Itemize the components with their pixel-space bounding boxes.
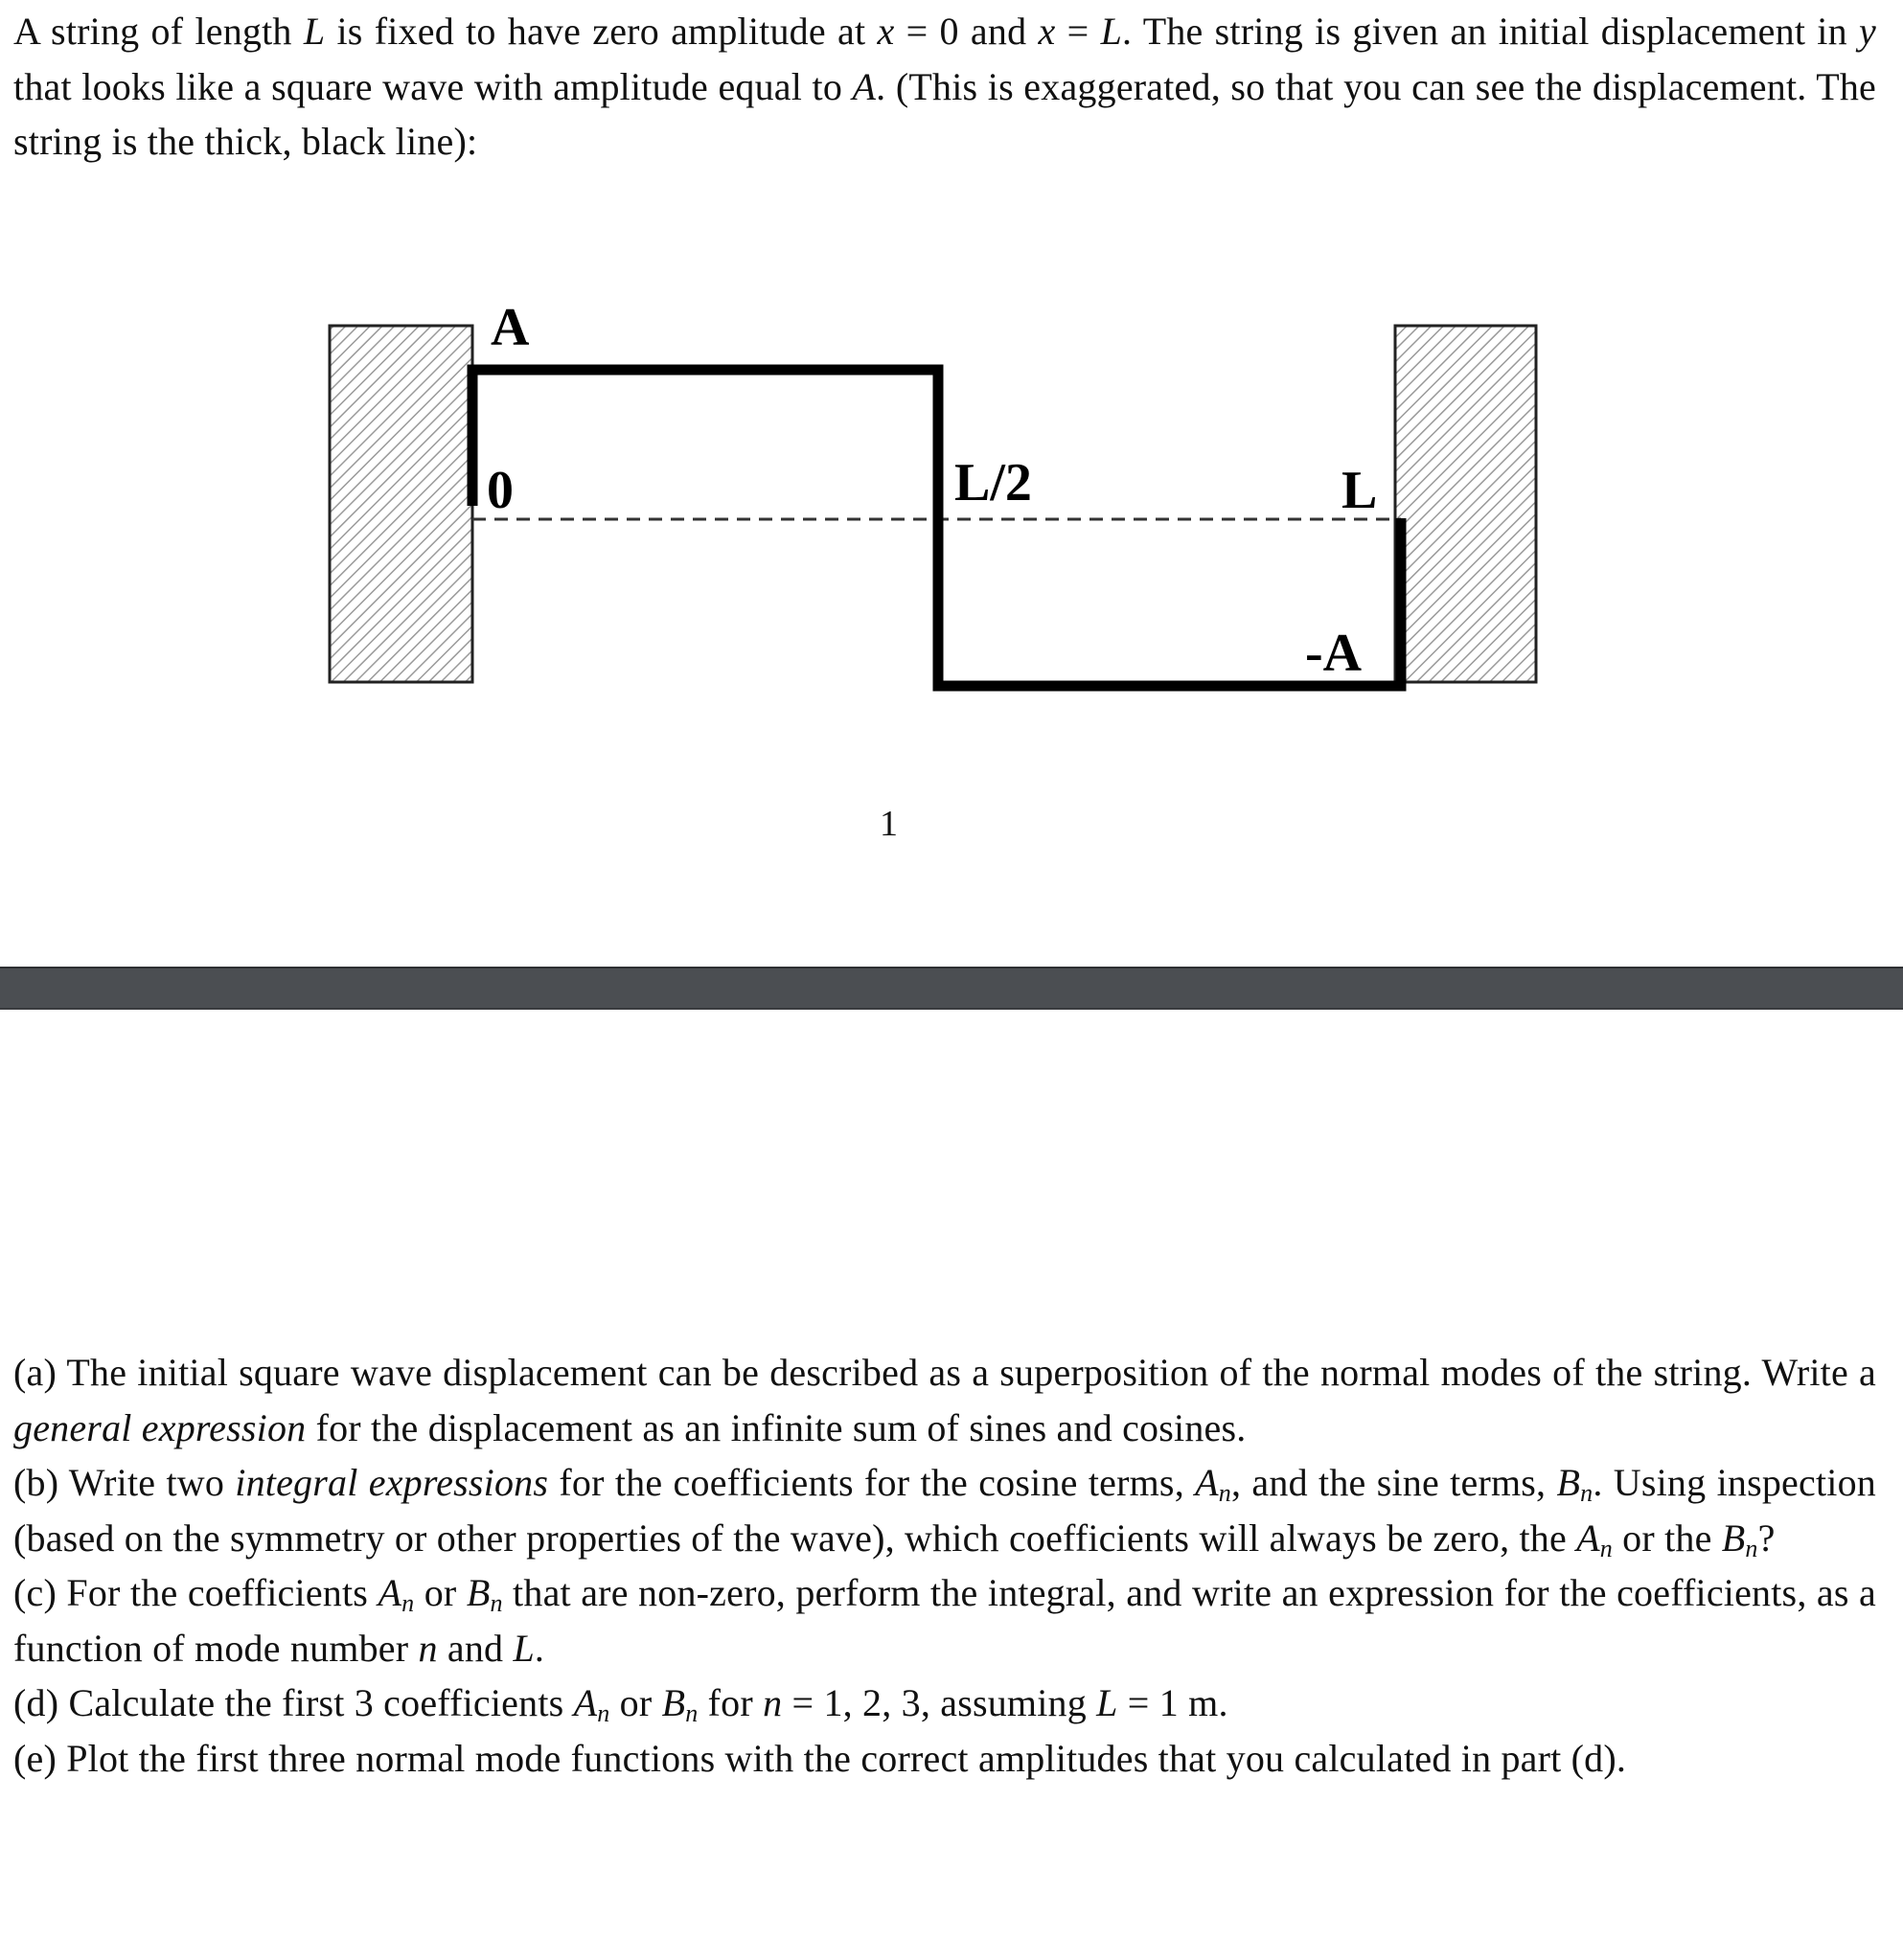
text-segment: . (This is exaggerated, so that you can see the displacement. The string is the thick, black line): bbox=[13, 64, 1876, 163]
label-length: L bbox=[1341, 461, 1378, 520]
text-segment: = 1, 2, 3, assuming bbox=[782, 1681, 1097, 1724]
text-segment: ? bbox=[1757, 1516, 1776, 1560]
math-symbol: n bbox=[418, 1626, 438, 1670]
math-symbol: B bbox=[661, 1681, 686, 1724]
math-symbol: integral expressions bbox=[235, 1461, 549, 1504]
text-segment: for bbox=[698, 1681, 764, 1724]
text-segment: = 0 and bbox=[894, 10, 1039, 53]
text-segment: (c) For the coefficients bbox=[13, 1571, 378, 1614]
question-part-d bbox=[13, 1675, 1876, 1731]
page-number: 1 bbox=[880, 804, 898, 844]
text-segment: that looks like a square wave with amplitude equal to bbox=[13, 64, 853, 108]
math-symbol: A bbox=[573, 1681, 598, 1724]
math-symbol: L bbox=[513, 1626, 535, 1670]
subscript: n bbox=[490, 1589, 503, 1617]
math-symbol: A bbox=[1576, 1516, 1600, 1560]
text-segment: (a) The initial square wave displacement can be described as a superposition of the normal modes of the string. Write a bbox=[13, 1351, 1876, 1394]
label-zero: 0 bbox=[487, 461, 514, 520]
text-segment: . bbox=[534, 1626, 545, 1670]
subscript: n bbox=[1745, 1534, 1758, 1562]
math-symbol: general expression bbox=[13, 1405, 307, 1449]
math-symbol: x bbox=[1038, 10, 1056, 53]
text-segment: or bbox=[609, 1681, 662, 1724]
text-segment: is fixed to have zero amplitude at bbox=[325, 10, 878, 53]
label-amplitude-top: A bbox=[491, 298, 530, 357]
text-segment: for the coefficients for the cosine terms, bbox=[548, 1461, 1196, 1504]
text-segment: or bbox=[414, 1571, 467, 1614]
question-part-e bbox=[13, 1731, 1876, 1787]
subscript: n bbox=[1599, 1534, 1613, 1562]
text-segment: , and the sine terms, bbox=[1230, 1461, 1557, 1504]
subscript: n bbox=[401, 1589, 415, 1617]
subscript: n bbox=[685, 1699, 699, 1727]
question-part-a bbox=[13, 1345, 1876, 1455]
math-symbol: B bbox=[1721, 1516, 1746, 1560]
left-wall bbox=[330, 326, 472, 682]
text-segment: for the displacement as an infinite sum of sines and cosines. bbox=[306, 1405, 1247, 1449]
subscript: n bbox=[1218, 1479, 1231, 1507]
subscript: n bbox=[597, 1699, 610, 1727]
text-segment: (e) Plot the first three normal mode functions with the correct amplitudes that you calculated in part (d). bbox=[13, 1736, 1627, 1780]
question-part-c bbox=[13, 1565, 1876, 1675]
math-symbol: y bbox=[1859, 10, 1876, 53]
math-symbol: B bbox=[466, 1571, 491, 1614]
subscript: n bbox=[1580, 1479, 1593, 1507]
text-segment: = bbox=[1055, 10, 1101, 53]
right-wall bbox=[1395, 326, 1536, 682]
math-symbol: A bbox=[378, 1571, 402, 1614]
text-segment: (d) Calculate the first 3 coefficients bbox=[13, 1681, 574, 1724]
text-segment: = 1 m. bbox=[1117, 1681, 1228, 1724]
label-amplitude-bottom: -A bbox=[1305, 624, 1363, 683]
math-symbol: A bbox=[852, 64, 877, 108]
math-symbol: L bbox=[303, 10, 326, 53]
text-segment: A string of length bbox=[13, 10, 304, 53]
math-symbol: L bbox=[1100, 10, 1123, 53]
math-symbol: x bbox=[877, 10, 895, 53]
square-wave-diagram bbox=[0, 0, 1903, 958]
math-symbol: B bbox=[1556, 1461, 1581, 1504]
math-symbol: L bbox=[1096, 1681, 1118, 1724]
math-symbol: A bbox=[1195, 1461, 1219, 1504]
text-segment: (b) Write two bbox=[13, 1461, 236, 1504]
page-divider bbox=[0, 967, 1903, 1010]
question-part-b bbox=[13, 1455, 1876, 1565]
text-segment: and bbox=[437, 1626, 514, 1670]
text-segment: . The string is given an initial displacement in bbox=[1122, 10, 1860, 53]
text-segment: that are non-zero, perform the integral, and write an expression for the coefficients, as a function of mode number bbox=[13, 1571, 1876, 1670]
string-line bbox=[472, 370, 1401, 686]
text-segment: . Using inspection (based on the symmetry or other properties of the wave), which coefficients will always be zero, the bbox=[13, 1461, 1876, 1560]
problem-parts bbox=[13, 1345, 1876, 1786]
math-symbol: n bbox=[763, 1681, 783, 1724]
text-segment: or the bbox=[1612, 1516, 1722, 1560]
label-half-length: L/2 bbox=[954, 453, 1032, 513]
